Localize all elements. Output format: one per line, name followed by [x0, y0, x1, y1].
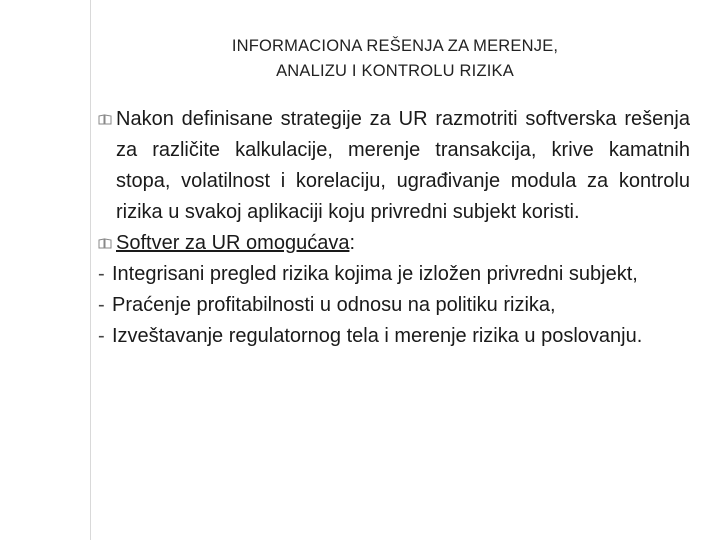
dash-marker: - — [98, 263, 105, 285]
slide-content — [98, 104, 690, 352]
list-item-text: Integrisani pregled rizika kojima je izložen privredni subjekt, — [112, 263, 638, 285]
list-item — [98, 259, 690, 290]
book-icon — [98, 114, 112, 125]
bullet-paragraph-1 — [98, 104, 690, 228]
title-line-1: INFORMACIONA REŠENJA ZA MERENJE, — [231, 37, 559, 55]
list-item — [98, 290, 690, 321]
book-icon — [98, 238, 112, 249]
list-item-text: Praćenje profitabilnosti u odnosu na politiku rizika, — [112, 294, 556, 316]
bullet-1-text: Nakon definisane strategije za UR razmotriti softverska rešenja za različite kalkulacije, merenje transakcija, krive kamatnih stopa, volatilnost i korelaciju, ugrađivanje modula za kontrolu rizika u svakoj aplikaciji koju privredni subjekt koristi. — [116, 108, 690, 223]
list-item — [98, 321, 690, 352]
bullet-2-suffix: : — [349, 232, 355, 254]
bullet-paragraph-2 — [98, 228, 690, 259]
dash-marker: - — [98, 325, 105, 347]
list-item-text: Izveštavanje regulatornog tela i merenje rizika u poslovanju. — [112, 325, 643, 347]
dash-marker: - — [98, 294, 105, 316]
title-line-2: ANALIZU I KONTROLU RIZIKA — [276, 62, 514, 80]
bullet-2-text: Softver za UR omogućava — [116, 232, 350, 254]
slide-title — [130, 34, 660, 84]
slide-left-border — [90, 0, 91, 540]
